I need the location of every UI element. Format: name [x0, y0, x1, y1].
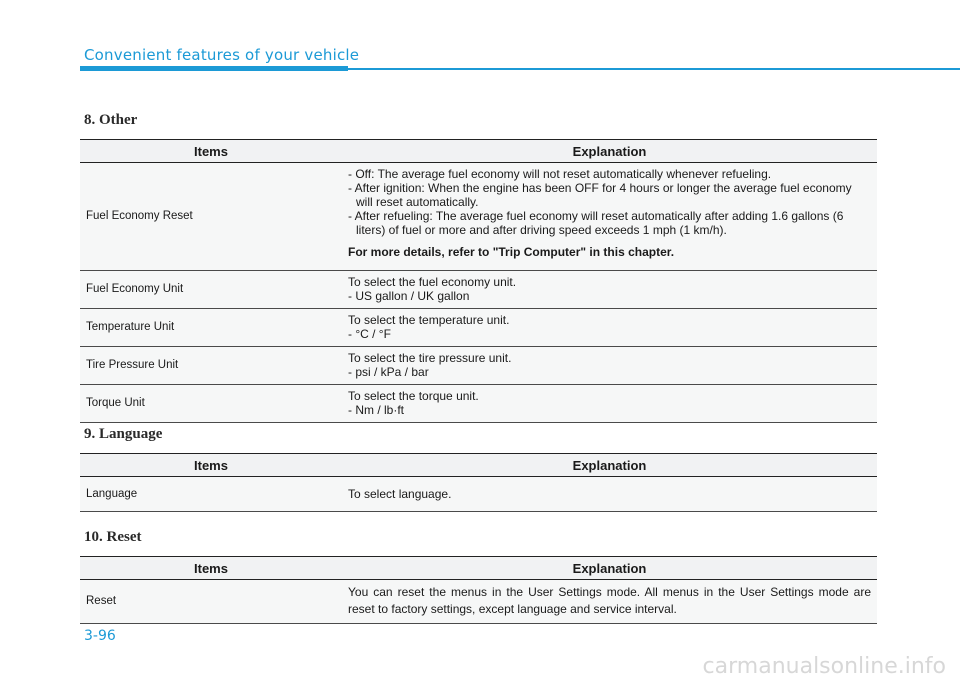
explanation-line: - Nm / lb·ft [348, 403, 404, 417]
explanation-line: liters) of fuel or more and after driving speed exceeds 1 mph (1 km/h). [356, 223, 727, 237]
explanation-line: - After refueling: The average fuel economy will reset automatically after adding 1.6 gallons (6 [348, 209, 844, 223]
chapter-header-title: Convenient features of your vehicle [84, 46, 360, 64]
table-header-row [80, 140, 877, 163]
table-row [80, 385, 877, 423]
table-row [80, 163, 877, 271]
page-number: 3-96 [84, 628, 116, 644]
header-rule [348, 68, 960, 70]
table-header-row [80, 454, 877, 477]
row-item-temperature-unit: Temperature Unit [80, 309, 342, 347]
row-explanation-temperature-unit [342, 309, 877, 347]
section-title-language: 9. Language [84, 426, 163, 442]
row-item-reset: Reset [80, 580, 342, 624]
row-explanation-language: To select language. [342, 477, 877, 512]
other-settings-table [80, 139, 877, 423]
row-explanation-tire-pressure-unit [342, 347, 877, 385]
table-row [80, 309, 877, 347]
table-row [80, 477, 877, 512]
row-explanation-torque-unit [342, 385, 877, 423]
table-header-row [80, 557, 877, 580]
explanation-line: To select the temperature unit. [348, 313, 510, 327]
column-header-items: Items [80, 557, 342, 580]
row-explanation-fuel-economy-unit [342, 271, 877, 309]
language-settings-table [80, 453, 877, 512]
row-item-fuel-economy-reset: Fuel Economy Reset [80, 163, 342, 271]
table-row [80, 271, 877, 309]
section-title-reset: 10. Reset [84, 529, 142, 545]
column-header-items: Items [80, 140, 342, 163]
column-header-items: Items [80, 454, 342, 477]
row-item-torque-unit: Torque Unit [80, 385, 342, 423]
explanation-line: To select the torque unit. [348, 389, 479, 403]
row-item-tire-pressure-unit: Tire Pressure Unit [80, 347, 342, 385]
explanation-note: For more details, refer to "Trip Computer" in this chapter. [348, 245, 675, 259]
header-accent-bar [80, 66, 348, 71]
column-header-explanation: Explanation [342, 557, 877, 580]
explanation-line: To select the fuel economy unit. [348, 275, 517, 289]
explanation-line: - Off: The average fuel economy will not reset automatically whenever refueling. [348, 167, 772, 181]
section-title-other: 8. Other [84, 112, 138, 128]
table-row [80, 347, 877, 385]
table-row [80, 580, 877, 624]
watermark-text: carmanualsonline.info [702, 654, 946, 679]
row-item-language: Language [80, 477, 342, 512]
column-header-explanation: Explanation [342, 140, 877, 163]
explanation-line: - °C / °F [348, 327, 391, 341]
row-explanation-fuel-economy-reset [342, 163, 877, 271]
explanation-line: - After ignition: When the engine has been OFF for 4 hours or longer the average fuel economy [348, 181, 852, 195]
explanation-line: will reset automatically. [356, 195, 479, 209]
row-explanation-reset: You can reset the menus in the User Settings mode. All menus in the User Settings mode are reset to factory settings, except language and service interval. [342, 580, 877, 624]
explanation-line: To select the tire pressure unit. [348, 351, 512, 365]
reset-settings-table [80, 556, 877, 624]
row-item-fuel-economy-unit: Fuel Economy Unit [80, 271, 342, 309]
explanation-line: - psi / kPa / bar [348, 365, 429, 379]
column-header-explanation: Explanation [342, 454, 877, 477]
explanation-line: - US gallon / UK gallon [348, 289, 470, 303]
